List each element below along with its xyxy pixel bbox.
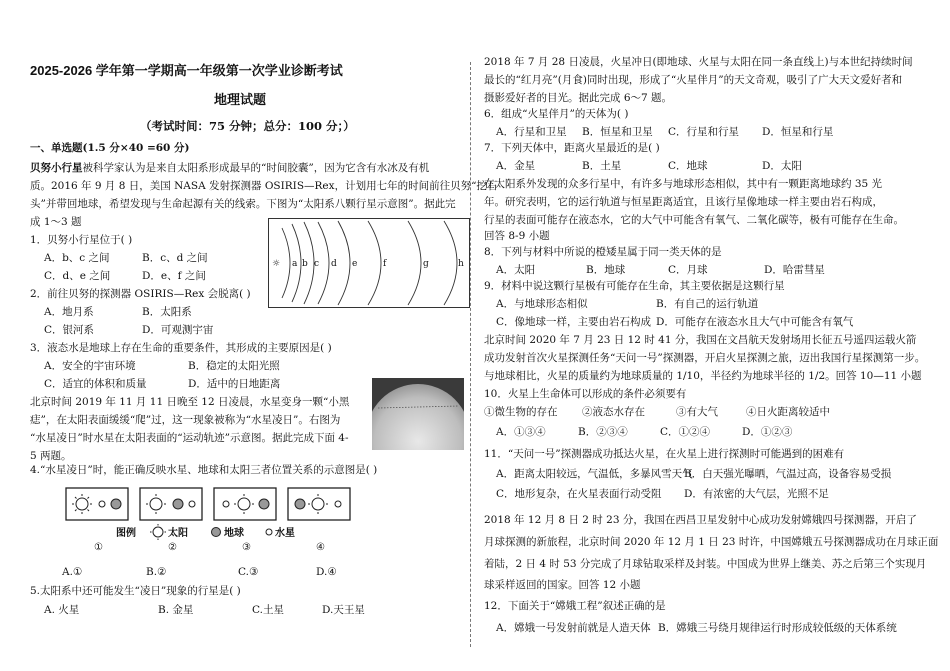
- q10-option-c[interactable]: C．①②④: [660, 426, 711, 438]
- q4-stem: 4.“水星凌日”时，能正确反映水星、地球和太阳三者位置关系的示意图是( ): [30, 464, 378, 476]
- q3-option-c[interactable]: C．适宜的体积和质量: [44, 378, 147, 390]
- q9-option-d[interactable]: D．可能存在液态水且大气中可能含有氧气: [656, 316, 854, 328]
- q6-option-d[interactable]: D．恒星和行星: [762, 126, 834, 138]
- column-divider: [470, 62, 471, 647]
- passage6-line-2: 月球探测的新旅程，北京时间 2020 年 12 月 1 日 23 时许，中国嫦娥五号探测器成功在月球正面: [484, 536, 939, 548]
- q5-option-a[interactable]: A. 火星: [44, 604, 80, 616]
- q2-stem: 2．前往贝努的探测器 OSIRIS—Rex 会脱离( ): [30, 288, 251, 300]
- passage5-line-2: 成功发射首次火星探测任务“天问一号”探测器，开启火星探测之旅，迈出我国行星探测第一步。: [484, 352, 926, 364]
- q1-option-b[interactable]: B．c、d 之间: [142, 252, 208, 264]
- q10-item-4: ④日火距离较适中: [746, 406, 830, 418]
- q4-option-d[interactable]: D.④: [316, 566, 337, 578]
- legend-earth-label: 地球: [224, 528, 244, 539]
- q2-option-d[interactable]: D．可观测宇宙: [142, 324, 214, 336]
- exam-info: （考试时间：75 分钟；总分：100 分；）: [140, 119, 355, 133]
- q11-stem: 11．“天问一号”探测器成功抵达火星，在火星上进行探测时可能遇到的困难有: [484, 448, 845, 460]
- passage3-line-2: 最长的“红月亮”(月食)同时出现，形成了“火星伴月”的天文奇观，吸引了广大天文爱好者和: [484, 74, 903, 86]
- passage4-line-4: 回答 8-9 小题: [484, 230, 550, 242]
- q2-option-a[interactable]: A．地月系: [44, 306, 94, 318]
- mercury-transit-image: [372, 378, 464, 450]
- passage4-line-3: 行星的表面可能存在液态水，它的大气中可能含有氧气、二氧化碳等，极有可能存在生命。: [484, 214, 904, 226]
- orbit-label-f: f: [383, 259, 387, 269]
- q12-stem: 12．下面关于“嫦娥工程”叙述正确的是: [484, 600, 666, 612]
- subject-title: 地理试题: [214, 93, 267, 108]
- passage2-line-2: 痣”，在太阳表面缓缓“爬”过，这一现象被称为“水星凌日”。右图为: [30, 414, 341, 426]
- passage1-line-1: 贝努小行星被科学家认为是来自太阳系形成最早的“时间胶囊”，因为它含有水冰及有机: [30, 162, 430, 174]
- passage5-line-1: 北京时间 2020 年 7 月 23 日 12 时 41 分，我国在文昌航天发射场用长征五号遥四运载火箭: [484, 334, 917, 346]
- passage1-line-2: 质。2016 年 9 月 8 日，美国 NASA 发射探测器 OSIRIS—Rex，计划用七年的时间前往贝努“挖石: [30, 180, 498, 192]
- q8-option-a[interactable]: A．太阳: [496, 264, 536, 276]
- passage6-line-1: 2018 年 12 月 8 日 2 时 23 分，我国在西昌卫星发射中心成功发射嫦娥四号探测器，开启了: [484, 514, 917, 526]
- q5-stem: 5.太阳系中还可能发生“凌日”现象的行星是( ): [30, 585, 241, 597]
- q6-stem: 6．组成“火星伴月”的天体为( ): [484, 108, 629, 120]
- passage6-line-4: 球采样返回的国家。回答 12 小题: [484, 579, 641, 591]
- passage3-line-3: 摄影爱好者的目光。据此完成 6～7 题。: [484, 92, 673, 104]
- passage6-line-3: 着陆，2 日 4 时 53 分完成了月球钻取采样及封装。中国成为世界上继美、苏之后第三个实现月: [484, 558, 927, 570]
- solar-system-diagram: [268, 218, 470, 308]
- q1-stem: 1．贝努小行星位于( ): [30, 234, 133, 246]
- q11-option-a[interactable]: A．距离太阳较远，气温低，多暴风雪天气: [496, 468, 693, 480]
- q8-option-b[interactable]: B．地球: [586, 264, 626, 276]
- q6-option-c[interactable]: C．行星和行星: [668, 126, 740, 138]
- passage1-line-3: 头”并带回地球，希望发现与生命起源有关的线索。下图为“太阳系八颗行星示意图”。据此完: [30, 198, 456, 210]
- passage2-line-1: 北京时间 2019 年 11 月 11 日晚至 12 日凌晨，水星变身一颗“小黑: [30, 396, 350, 408]
- q12-option-b[interactable]: B．嫦娥三号绕月规律运行时形成较低级的天体系统: [658, 622, 897, 634]
- panel-label-1: ①: [94, 542, 103, 553]
- q9-option-c[interactable]: C．像地球一样，主要由岩石构成: [496, 316, 652, 328]
- q1-option-a[interactable]: A．b、c 之间: [44, 252, 110, 264]
- q1-option-d[interactable]: D．e、f 之间: [142, 270, 206, 282]
- q5-option-c[interactable]: C.土星: [252, 604, 284, 616]
- q7-option-a[interactable]: A．金星: [496, 160, 536, 172]
- q3-option-b[interactable]: B．稳定的太阳光照: [188, 360, 280, 372]
- q7-option-b[interactable]: B．土星: [582, 160, 622, 172]
- passage4-line-2: 年。研究表明，它的运行轨道与恒星距离适宜，且该行星像地球一样主要由岩石构成，: [484, 196, 883, 208]
- q11-option-c[interactable]: C．地形复杂，在火星表面行动受阻: [496, 488, 662, 500]
- panel-label-3: ③: [242, 542, 251, 553]
- orbit-label-h: h: [458, 259, 464, 269]
- q8-option-d[interactable]: D．哈雷彗星: [764, 264, 825, 276]
- q6-option-b[interactable]: B．恒星和卫星: [582, 126, 653, 138]
- q10-option-b[interactable]: B．②③④: [578, 426, 628, 438]
- q4-option-a[interactable]: A.①: [62, 566, 83, 578]
- panel-label-4: ④: [316, 542, 325, 553]
- exam-title: 2025-2026 学年第一学期高一年级第一次学业诊断考试: [30, 63, 343, 78]
- q1-option-c[interactable]: C．d、e 之间: [44, 270, 111, 282]
- legend-title: 图例: [116, 528, 136, 539]
- q9-option-b[interactable]: B．有自己的运行轨道: [656, 298, 759, 310]
- q3-option-a[interactable]: A．安全的宇宙环境: [44, 360, 136, 372]
- q7-option-c[interactable]: C．地球: [668, 160, 708, 172]
- q8-option-c[interactable]: C．月球: [668, 264, 708, 276]
- q2-option-b[interactable]: B．太阳系: [142, 306, 192, 318]
- orbit-label-b: b: [302, 259, 308, 269]
- sun-symbol: ☼: [272, 259, 281, 269]
- q3-stem: 3．液态水是地球上存在生命的重要条件，其形成的主要原因是( ): [30, 342, 332, 354]
- orbit-label-g: g: [423, 259, 429, 269]
- q6-option-a[interactable]: A．行星和卫星: [496, 126, 567, 138]
- q4-option-c[interactable]: C.③: [238, 566, 259, 578]
- orbit-label-d: d: [331, 259, 337, 269]
- q7-option-d[interactable]: D．太阳: [762, 160, 802, 172]
- q7-stem: 7．下列天体中，距离火星最近的是( ): [484, 142, 660, 154]
- q2-option-c[interactable]: C．银河系: [44, 324, 95, 336]
- q3-option-d[interactable]: D．适中的日地距离: [188, 378, 281, 390]
- panel-label-2: ②: [168, 542, 177, 553]
- q11-option-d[interactable]: D．有浓密的大气层，光照不足: [684, 488, 829, 500]
- q10-stem: 10．火星上生命体可以形成的条件必须要有: [484, 388, 687, 400]
- orbit-label-c: c: [314, 259, 320, 269]
- passage2-line-3: “水星凌日”时水星在太阳表面的“运动轨迹”示意图。据此完成下面 4-: [30, 432, 349, 444]
- q8-stem: 8．下列与材料中所说的橙矮星属于同一类天体的是: [484, 246, 722, 258]
- q10-option-d[interactable]: D．①②③: [742, 426, 793, 438]
- q5-option-b[interactable]: B. 金星: [158, 604, 194, 616]
- q10-option-a[interactable]: A．①③④: [496, 426, 546, 438]
- q10-item-2: ②液态水存在: [582, 406, 645, 418]
- orbit-label-e: e: [352, 259, 358, 269]
- q9-option-a[interactable]: A．与地球形态相似: [496, 298, 588, 310]
- legend-sun-label: 太阳: [168, 528, 188, 539]
- q11-option-b[interactable]: B．白天强光曝晒，气温过高，设备容易受损: [684, 468, 892, 480]
- q10-item-3: ③有大气: [676, 406, 718, 418]
- passage5-line-3: 与地球相比，火星的质量约为地球质量的 1/10，半径约为地球半径的 1/2。回答 10—11 小题: [484, 370, 922, 382]
- q12-option-a[interactable]: A．嫦娥一号发射前就是人造天体: [496, 622, 651, 634]
- passage2-line-4: 5 两题。: [30, 450, 72, 462]
- orbit-label-a: a: [292, 259, 298, 269]
- q10-item-1: ①微生物的存在: [484, 406, 558, 418]
- legend-mercury-label: 水星: [275, 528, 295, 539]
- passage1-bold-lead: 贝努小行星: [30, 162, 83, 174]
- section-heading: 一、单选题(1.5 分×40 =60 分): [30, 142, 190, 154]
- q5-option-d[interactable]: D.天王星: [322, 604, 365, 616]
- q4-position-diagrams: [64, 484, 354, 556]
- q9-stem: 9．材料中说这颗行星极有可能存在生命，其主要依据是这颗行星: [484, 280, 785, 292]
- passage3-line-1: 2018 年 7 月 28 日凌晨，火星冲日(即地球、火星与太阳在同一条直线上)与本世纪持续时间: [484, 56, 913, 68]
- panel-1-sun-icon: [72, 494, 92, 514]
- passage4-line-1: 在太阳系外发现的众多行星中，有许多与地球形态相似，其中有一颗距离地球约 35 光: [484, 178, 883, 190]
- passage1-line-4: 成 1～3 题: [30, 216, 82, 228]
- q4-option-b[interactable]: B.②: [146, 566, 167, 578]
